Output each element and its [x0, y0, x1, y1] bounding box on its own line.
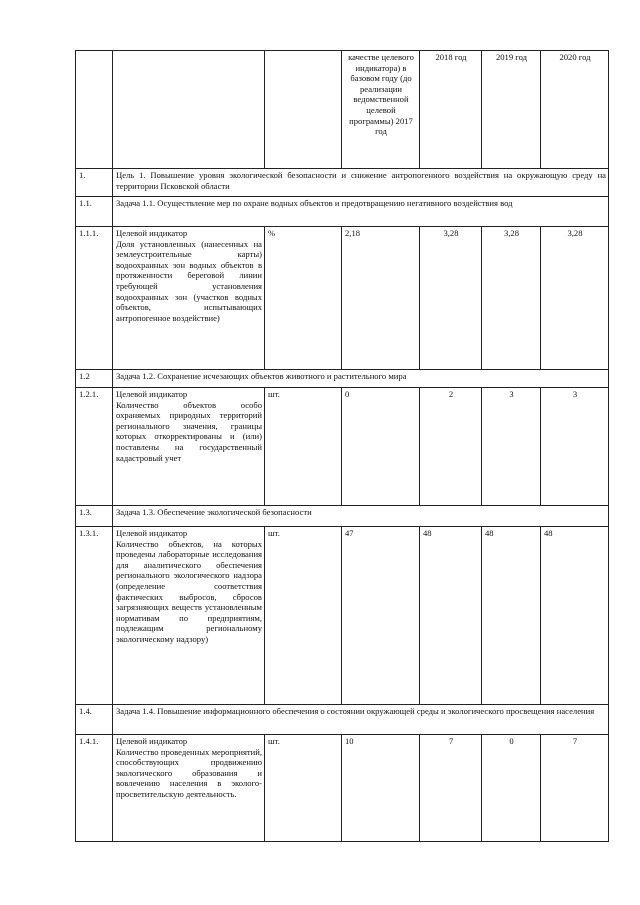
indicator-value-2020: 48	[541, 527, 609, 705]
row-num: 1.2	[76, 370, 113, 388]
indicator-text: Количество объектов особо охраняемых природных территорий регионального значения, границы которых откорректированы и (или) поставлены на государственный кадастровый учет	[116, 399, 262, 463]
row-num: 1.2.1.	[76, 388, 113, 506]
task-text: Задача 1.3. Обеспечение экологической безопасности	[113, 506, 609, 527]
indicator-label: Целевой индикатор	[116, 736, 188, 746]
row-num: 1.4.1.	[76, 735, 113, 842]
indicator-value-2019: 48	[482, 527, 541, 705]
task-text: Задача 1.1. Осуществление мер по охране водных объектов и предотвращению негативного воздействия вод	[113, 197, 609, 227]
indicator-text: Количество проведенных мероприятий, способствующих продвижению экологического образования и вовлечению населения в эколого-просветительскую деятельность.	[116, 746, 262, 799]
row-num: 1.	[76, 169, 113, 197]
indicator-label: Целевой индикатор	[116, 228, 188, 238]
task-row	[76, 197, 609, 227]
indicator-value-2019: 3	[482, 388, 541, 506]
header-base-year: качестве целевого индикатора) в базовом году (до реализации ведомственной целевой программы) 2017 год	[342, 51, 420, 169]
task-row	[76, 506, 609, 527]
indicator-row	[76, 527, 609, 705]
goal-row	[76, 169, 609, 197]
indicator-row	[76, 388, 609, 506]
indicator-value-2018: 2	[420, 388, 482, 506]
indicator-description	[113, 227, 265, 370]
header-name-cell	[113, 51, 265, 169]
indicator-unit: %	[265, 227, 342, 370]
header-row	[76, 51, 609, 169]
row-num: 1.1.	[76, 197, 113, 227]
indicator-description	[113, 527, 265, 705]
indicator-value-2019: 3,28	[482, 227, 541, 370]
indicator-value-2020: 7	[541, 735, 609, 842]
indicator-base-value: 10	[342, 735, 420, 842]
task-text: Задача 1.2. Сохранение исчезающих объектов животного и растительного мира	[113, 370, 609, 388]
indicator-value-2019: 0	[482, 735, 541, 842]
indicator-base-value: 2,18	[342, 227, 420, 370]
indicator-text: Количество объектов, на которых проведены лабораторные исследования для аналитического обеспечения регионального экологического надзора (определение соответствия фактических выбросов, сбросов загрязняющих веществ установленным нормативам по предприятиям, подлежащим региональному экологическому надзору)	[116, 538, 262, 644]
indicator-row	[76, 735, 609, 842]
header-unit-cell	[265, 51, 342, 169]
indicator-value-2020: 3	[541, 388, 609, 506]
row-num: 1.1.1.	[76, 227, 113, 370]
row-num: 1.4.	[76, 705, 113, 735]
indicator-description	[113, 388, 265, 506]
indicator-base-value: 47	[342, 527, 420, 705]
task-row	[76, 370, 609, 388]
header-num-cell	[76, 51, 113, 169]
indicator-row	[76, 227, 609, 370]
indicator-value-2018: 48	[420, 527, 482, 705]
task-row	[76, 705, 609, 735]
indicator-base-value: 0	[342, 388, 420, 506]
header-year-2020: 2020 год	[541, 51, 609, 169]
indicator-text: Доля установленных (нанесенных на землеустроительные карты) водоохранных зон водных объектов в протяженности береговой линии требующей установления водоохранных зон (участков водных объектов, испытывающих антропогенное воздействие)	[116, 238, 262, 323]
indicators-table	[75, 50, 609, 842]
row-num: 1.3.	[76, 506, 113, 527]
indicator-unit: шт.	[265, 527, 342, 705]
header-year-2019: 2019 год	[482, 51, 541, 169]
task-text: Задача 1.4. Повышение информационного обеспечения о состоянии окружающей среды и экологического просвещения населения	[113, 705, 609, 735]
indicator-unit: шт.	[265, 735, 342, 842]
indicator-label: Целевой индикатор	[116, 389, 188, 399]
indicator-description	[113, 735, 265, 842]
indicator-value-2018: 7	[420, 735, 482, 842]
indicator-unit: шт.	[265, 388, 342, 506]
row-num: 1.3.1.	[76, 527, 113, 705]
indicator-value-2020: 3,28	[541, 227, 609, 370]
indicator-value-2018: 3,28	[420, 227, 482, 370]
header-year-2018: 2018 год	[420, 51, 482, 169]
indicator-label: Целевой индикатор	[116, 528, 188, 538]
goal-text: Цель 1. Повышение уровня экологической безопасности и снижение антропогенного воздействия на окружающую среду на территории Псковской области	[113, 169, 609, 197]
